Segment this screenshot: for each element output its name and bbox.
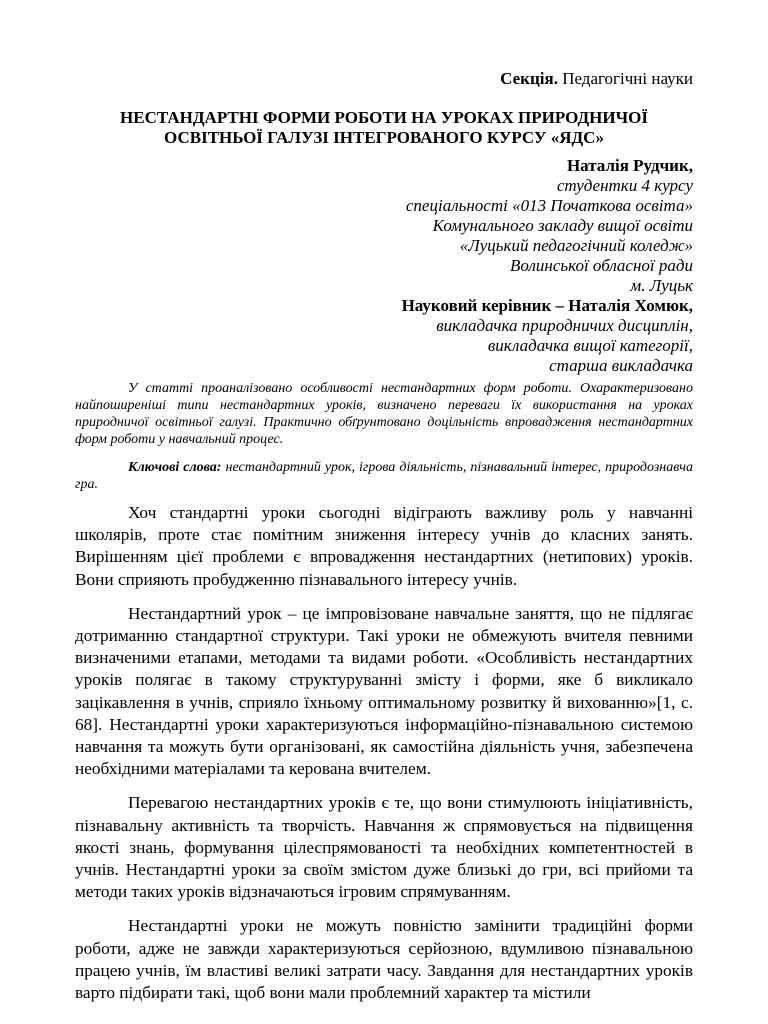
section-label: Секція. (500, 69, 558, 88)
supervisor-name: Науковий керівник – Наталія Хомюк, (401, 296, 693, 315)
author-line: «Луцький педагогічний коледж» (459, 236, 693, 255)
section-value: Педагогічні науки (562, 69, 693, 88)
keywords-label: Ключові слова: (128, 460, 222, 475)
article-body (75, 502, 693, 1016)
section-heading (500, 69, 693, 89)
body-paragraph: Перевагою нестандартних уроків є те, що вони стимулюють ініціативність, пізнавальну активність та творчість. Навчання ж спрямовується на підвищення якості знань, формування цілеспрямованості та необхідних компетентностей в учнів. Нестандартні уроки за своїм змістом дуже близькі до гри, всі прийоми та методи таких уроків відзначаються ігровим спрямуванням. (75, 793, 693, 902)
title-line-1: НЕСТАНДАРТНІ ФОРМИ РОБОТИ НА УРОКАХ ПРИРОДНИЧОЇ (120, 108, 648, 127)
supervisor-line: викладачка вищої категорії, (487, 336, 693, 355)
author-affiliation-block (402, 156, 693, 376)
author-line: Комунального закладу вищої освіти (432, 216, 693, 235)
author-line: Волинської обласної ради (510, 256, 693, 275)
body-paragraph: Нестандартний урок – це імпровізоване навчальне заняття, що не підлягає дотриманню стандартної структури. Такі уроки не обмежують вчителя певними визначеними етапами, методами та видами роботи. «Особливість нестандартних уроків полягає в такому структуруванні змісту і форми, яке б викликало зацікавлення в учнів, сприяло їхньому оптимальному розвитку й вихованню»[1, с. 68]. Нестандартні уроки характеризуються інформаційно-пізнавальною системою навчання та можуть бути організовані, як самостійна діяльність учня, забезпечена необхідними матеріалами та керована вчителем. (75, 603, 693, 779)
supervisor-line: старша викладачка (549, 356, 693, 375)
author-line: студентки 4 курсу (556, 176, 693, 195)
body-paragraph: Хоч стандартні уроки сьогодні відіграють важливу роль у навчанні школярів, проте стає помітним зниження інтересу учнів до класних занять. Вирішенням цієї проблеми є впровадження нестандартних (нетипових) уроків. Вони сприяють пробудженню пізнавального інтересу учнів. (75, 503, 693, 589)
supervisor-line: викладачка природничих дисциплін, (436, 316, 693, 335)
author-line: м. Луцьк (630, 276, 693, 295)
title-line-2: ОСВІТНЬОЇ ГАЛУЗІ ІНТЕГРОВАНОГО КУРСУ «ЯДС» (164, 127, 604, 147)
article-title (75, 108, 693, 147)
author-line: спеціальності «013 Початкова освіта» (405, 196, 693, 215)
author-name: Наталія Рудчик, (566, 156, 693, 175)
body-paragraph: Нестандартні уроки не можуть повністю замінити традиційні форми роботи, адже не завжди характеризуються серйозною, вдумливою пізнавальною працею учнів, їм властиві великі затрати часу. Завдання для нестандартних уроків варто підбирати такі, щоб вони мали проблемний характер та містили (75, 916, 693, 1003)
abstract: У статті проаналізовано особливості нестандартних форм роботи. Охарактеризовано найпоширеніші типи нестандартних уроків, визначено переваги їх використання на уроках природничої освітньої галузі. Практично обґрунтовано доцільність впровадження нестандартних форм роботи у навчальний процес. (75, 381, 693, 447)
keywords (75, 459, 693, 493)
keywords-text: нестандартний урок, ігрова діяльність, пізнавальний інтерес, природознавча гра. (75, 460, 693, 492)
